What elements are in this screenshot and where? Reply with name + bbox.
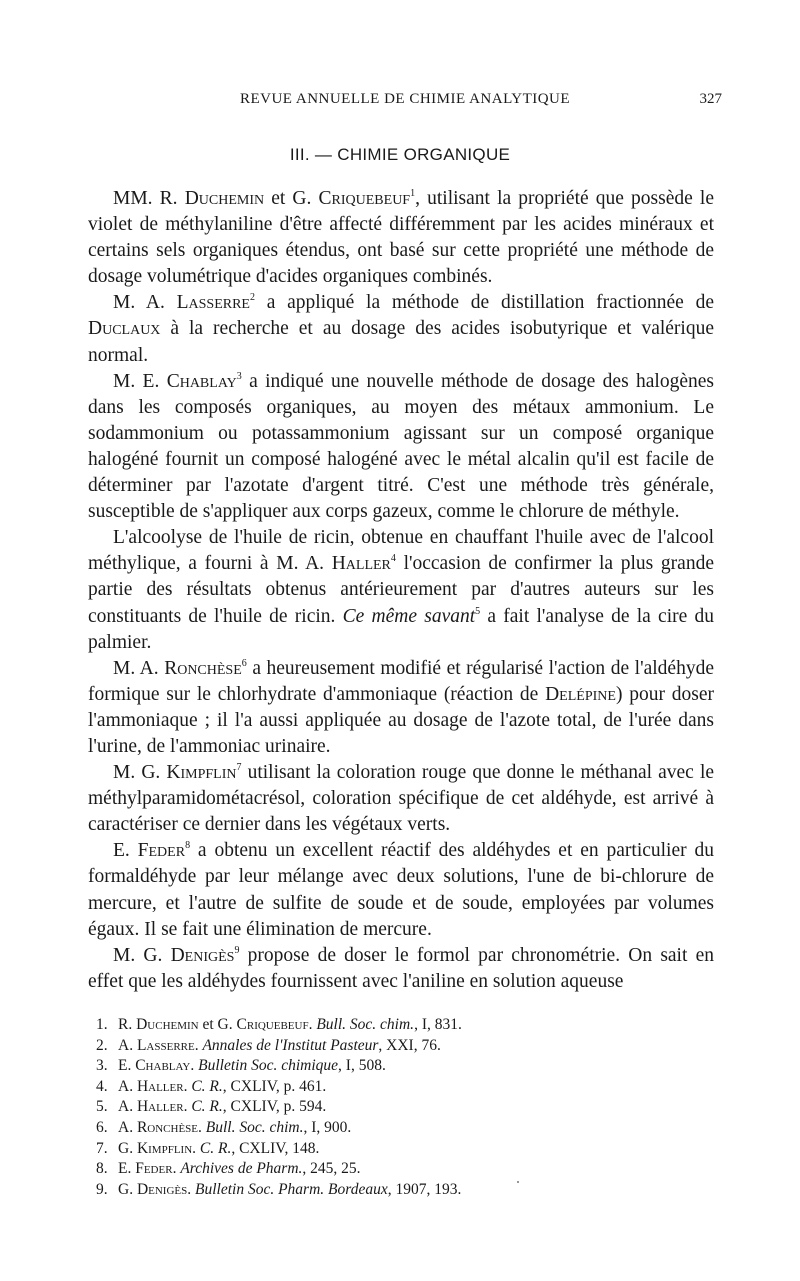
footnote-number: 5. [96,1098,108,1116]
author-name: Denigès [136,1180,188,1198]
italic-phrase: Ce même savant [342,605,476,627]
footnote-ref: 6 [241,657,247,669]
author-name: Kimpflin [136,1139,193,1157]
body-text [88,186,714,995]
footnote-4 [96,1077,696,1098]
author-name: Duchemin [184,188,265,209]
footnote-ref: 4 [390,553,396,565]
text-run: . [198,1118,206,1136]
text-run: ) pour doser l'ammoniaque ; il l'a aussi appliquée au dosage de l'azote total, de l'urée dans l'urine, de l'ammoniac urinaire. [88,683,714,757]
text-run: utilisant la coloration rouge que donne le méthanal avec le méthylparamidométacrésol, coloration spécifique de cet aldéhyde, est arrivé à caractériser ce dernier dans les végétaux verts. [88,762,715,836]
footnote-number: 4. [96,1077,108,1095]
text-run: M. A. [113,292,177,314]
text-run: . [183,1077,192,1095]
text-run: M. G. [113,762,167,784]
author-name: Feder [135,1160,173,1178]
text-run: . [183,1098,192,1116]
journal-title: Archives de Pharm. [180,1160,303,1178]
text-run: a heureusement modifié et régularisé l'action de l'aldéhyde formique sur le chlorhydrate d'ammoniaque (réaction de [88,657,714,705]
author-name: Feder [137,840,186,862]
paragraph-deniges [88,943,714,995]
text-run: L'alcoolyse de l'huile de ricin, obtenue en chauffant l'huile avec de l'alcool méthylique, a fourni à M. A. [88,527,714,575]
footnote-ref: 5 [475,605,481,617]
footnote-number: 8. [96,1160,108,1178]
footnote-number: 7. [96,1139,108,1157]
running-head [88,91,722,113]
footnote-5 [96,1097,696,1118]
journal-title: Annales de l'Institut Pasteur [202,1036,379,1054]
footnote-ref: 8 [185,840,191,852]
text-run: a obtenu un excellent réactif des aldéhydes et en particulier du formaldéhyde par leur mélange avec deux solutions, l'une de bi-chlorure de mercure, et l'autre de sulfite de soude et de soude, employées par volumes égaux. Il se fait une élimination de mercure. [88,840,714,940]
text-run: a fait l'analyse de la cire du palmier. [88,605,714,653]
footnote-ref: 2 [249,292,255,304]
citation-detail: , CXLIV, 148. [231,1139,320,1157]
paragraph-duchemin [88,186,714,290]
text-run: . [192,1139,200,1157]
author-name: Denigès [170,944,235,966]
journal-title: C. R. [191,1098,223,1116]
text-run: A. [118,1098,137,1116]
text-run: E. [118,1057,136,1075]
footnote-ref: 1 [410,188,416,199]
author-name: Haller [136,1098,184,1116]
text-run: E. [118,1160,136,1178]
text-run: a indiqué une nouvelle méthode de dosage des halogènes dans les composés organiques, au moyen des métaux ammonium. Le sodammonium ou potassammonium agissant sur un composé organique halogéné fournit un composé halogéné avec le métal alcalin qu'il est facile de déterminer par l'azotate d'argent titré. C'est une méthode très générale, susceptible de s'appliquer aux corps gazeux, comme le chlorure de méthyle. [88,370,714,523]
text-run: a appliqué la méthode de distillation fractionnée de [254,292,714,314]
author-name: Haller [136,1077,184,1095]
print-speck [517,1181,519,1183]
text-run: M. G. [113,944,171,966]
journal-title: C. R. [191,1077,223,1095]
text-run: l'occasion de confirmer la plus grande partie des résultats obtenus antérieurement par d'autres auteurs sur les constituants de l'huile de ricin. [88,553,714,627]
text-run: R. [118,1016,137,1033]
footnote-7 [96,1139,696,1160]
footnote-number: 1. [96,1016,108,1033]
text-run: A. [118,1077,137,1095]
citation-detail: , I, 831. [414,1016,462,1033]
author-name: Duchemin [136,1016,199,1033]
footnote-number: 2. [96,1036,108,1054]
citation-detail: , CXLIV, p. 461. [222,1077,327,1095]
paragraph-kimpflin [88,760,714,838]
footnote-6 [96,1118,696,1139]
author-name: Criquebeuf [236,1016,309,1033]
text-run: E. [113,840,138,862]
paragraph-chablay [88,369,714,526]
footnote-ref: 3 [236,370,242,382]
footnote-8 [96,1159,696,1180]
author-name: Chablay [166,370,237,392]
footnote-number: 3. [96,1057,108,1075]
text-run: . [190,1057,199,1075]
citation-detail: , 1907, 193. [387,1180,462,1198]
author-name: Duclaux [88,318,161,340]
text-run: et G. [264,188,319,209]
citation-detail: , 245, 25. [302,1160,361,1178]
footnote-number: 6. [96,1118,108,1136]
journal-title: Bulletin Soc. chimique [198,1057,339,1075]
citation-detail: , I, 900. [303,1118,352,1136]
citation-detail: , CXLIV, p. 594. [222,1098,327,1116]
citation-detail: , XXI, 76. [378,1036,441,1054]
author-name: Ronchèse [136,1118,199,1136]
text-run: G. [118,1139,137,1157]
text-run: M. A. [113,657,165,679]
author-name: Delépine [545,683,616,705]
footnote-2 [96,1036,696,1057]
footnotes [96,1015,696,1200]
paragraph-ronchese [88,656,714,760]
author-name: Chablay [135,1057,191,1075]
citation-detail: , I, 508. [338,1057,386,1075]
footnote-number: 9. [96,1180,108,1198]
journal-title: Bull. Soc. chim. [205,1118,304,1136]
paragraph-lasserre [88,290,714,368]
author-name: Lasserre [136,1036,195,1054]
text-run: . [187,1180,196,1198]
author-name: Ronchèse [164,657,242,679]
text-run: propose de doser le formol par chronométrie. On sait en effet que les aldéhydes fournissent avec l'aniline en solution aqueuse [88,944,715,992]
text-run: et G. [198,1016,237,1033]
author-name: Kimpflin [166,762,237,784]
footnote-3 [96,1056,696,1077]
journal-title: C. R. [199,1139,232,1157]
author-name: Lasserre [176,292,250,314]
section-heading: III. — CHIMIE ORGANIQUE [289,145,511,164]
text-run: A. [118,1036,137,1054]
author-name: Haller [331,553,391,575]
journal-title: Bulletin Soc. Pharm. Bordeaux [195,1180,388,1198]
text-run: , utilisant la propriété que possède le violet de méthylaniline d'être affecté différemment par les acides minéraux et certains sels organiques étendus, ont basé sur cette propriété une méthode de dosage volumétrique d'acides organiques combinés. [88,188,714,288]
paragraph-feder [88,838,714,942]
footnote-ref: 7 [236,762,242,774]
author-name: Criquebeuf [318,188,411,209]
running-title: REVUE ANNUELLE DE CHIMIE ANALYTIQUE [239,91,571,107]
text-run: à la recherche et au dosage des acides isobutyrique et valérique normal. [88,318,714,366]
text-run: . [308,1016,317,1033]
text-run: . [194,1036,203,1054]
text-run: A. [118,1118,137,1136]
footnote-ref: 9 [234,944,240,956]
footnote-1 [96,1015,696,1036]
footnote-9 [96,1180,696,1201]
page-number: 327 [699,91,722,107]
paragraph-haller [88,525,714,655]
text-run: M. E. [113,370,167,392]
text-run: . [172,1160,181,1178]
text-run: MM. R. [113,188,185,209]
journal-title: Bull. Soc. chim. [316,1016,415,1033]
text-run: G. [118,1180,137,1198]
